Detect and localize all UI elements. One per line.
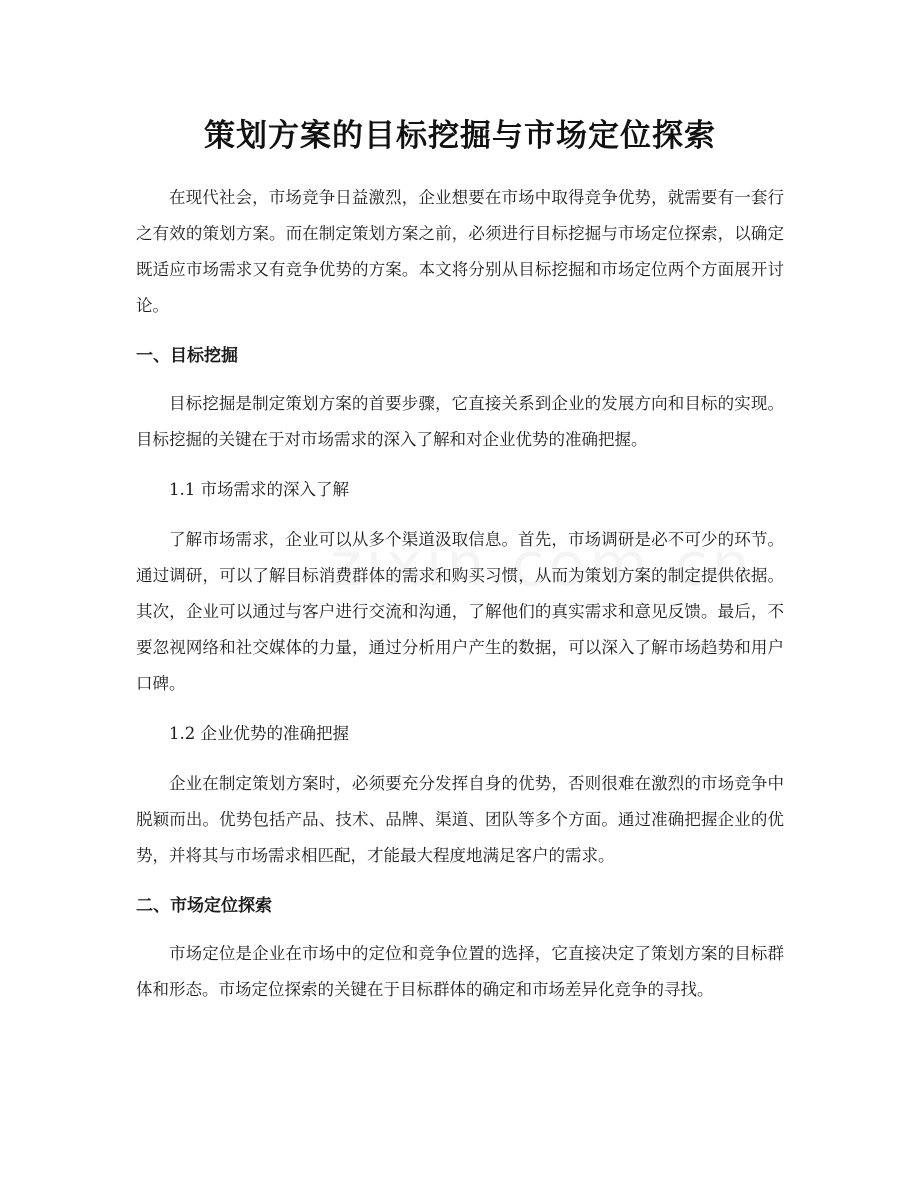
document-title: 策划方案的目标挖掘与市场定位探索 (204, 118, 716, 154)
section-heading-goal-mining: 一、目标挖掘 (136, 346, 238, 366)
enterprise-advantage-paragraph: 企业在制定策划方案时，必须要充分发挥自身的优势，否则很难在激烈的市场竞争中脱颖而出。优势包括产品、技术、品牌、渠道、团队等多个方面。通过准确把握企业的优势，并将其与市场需求相匹配，才能最大程度地满足客户的需求。 (136, 774, 784, 865)
market-positioning-paragraph: 市场定位是企业在市场中的定位和竞争位置的选择，它直接决定了策划方案的目标群体和形态。市场定位探索的关键在于目标群体的确定和市场差异化竞争的寻找。 (136, 944, 784, 999)
subheading-enterprise-advantage: 1.2 企业优势的准确把握 (169, 724, 349, 743)
subheading-market-demand: 1.1 市场需求的深入了解 (169, 480, 349, 499)
section-heading-market-positioning: 二、市场定位探索 (136, 896, 272, 916)
document-body (136, 180, 784, 1026)
goal-mining-paragraph: 目标挖掘是制定策划方案的首要步骤，它直接关系到企业的发展方向和目标的实现。目标挖掘的关键在于对市场需求的深入了解和对企业优势的准确把握。 (136, 394, 784, 449)
intro-paragraph: 在现代社会，市场竞争日益激烈，企业想要在市场中取得竞争优势，就需要有一套行之有效的策划方案。而在制定策划方案之前，必须进行目标挖掘与市场定位探索，以确定既适应市场需求又有竞争优势的方案。本文将分别从目标挖掘和市场定位两个方面展开讨论。 (136, 188, 784, 315)
market-demand-paragraph: 了解市场需求，企业可以从多个渠道汲取信息。首先，市场调研是必不可少的环节。通过调研，可以了解目标消费群体的需求和购买习惯，从而为策划方案的制定提供依据。其次，企业可以通过与客户进行交流和沟通，了解他们的真实需求和意见反馈。最后，不要忽视网络和社交媒体的力量，通过分析用户产生的数据，可以深入了解市场趋势和用户口碑。 (136, 530, 784, 693)
